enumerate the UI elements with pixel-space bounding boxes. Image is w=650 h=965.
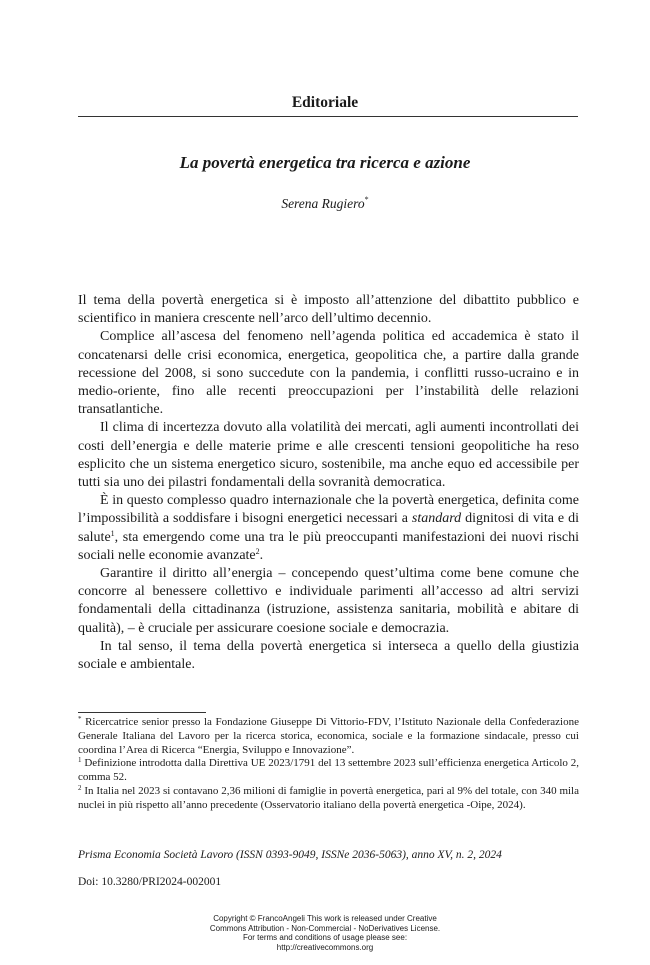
journal-citation: Prisma Economia Società Lavoro (ISSN 0393-9049, ISSNe 2036-5063), anno XV, n. 2, 2024 (78, 849, 502, 861)
article-body (78, 292, 579, 674)
doi: Doi: 10.3280/PRI2024-002001 (78, 876, 222, 888)
section-header: Editoriale (291, 94, 359, 111)
paragraph-3: Il clima di incertezza dovuto alla volatilità dei mercati, agli aumenti incontrollati dei costi dell’energia e delle materie prime e alle crescenti tensioni geopolitiche ha reso esplicito che un sistema energetico sicuro, sostenibile, ma anche equo ed accessibile per tutti sia uno dei pilastri fondamentali della sovranità democratica. (78, 420, 579, 491)
footnote-mark: 1 (78, 756, 82, 765)
footnote-text: Ricercatrice senior presso la Fondazione Giuseppe Di Vittorio-FDV, l’Istituto Nazionale della Confederazione Generale Italiana del Lavoro per la ricerca storica, economica, sociale e la formazione sindacale, presso cui coordina l’Area di Ricerca “Energia, Sviluppo e Innovazione”. (78, 716, 579, 756)
footnote-ref-1: 1 (110, 528, 115, 538)
copyright-notice (0, 914, 650, 952)
footnote-author (78, 716, 579, 757)
paragraph-4-text-d: . (259, 547, 264, 563)
footnote-mark: * (78, 715, 82, 723)
footnote-2 (78, 785, 579, 813)
article-title: La povertà energetica tra ricerca e azione (179, 153, 471, 172)
paragraph-4-text-b: dignitosi di vita e di salute (78, 511, 579, 545)
footnote-rule (78, 712, 206, 713)
paragraph-6: In tal senso, il tema della povertà energetica si interseca a quello della giustizia sociale e ambientale. (78, 638, 579, 673)
footnote-1 (78, 757, 579, 785)
copyright-line: Copyright © FrancoAngeli This work is released under Creative (213, 914, 437, 923)
paragraph-2: Complice all’ascesa del fenomeno nell’agenda politica ed accademica è stato il concatenarsi delle crisi economica, energetica, geopolitica che, a partire dalla grande recessione del 2008, si sono succedute con la pandemia, i conflitti russo-ucraino e in medio-oriente, fino alle recenti preoccupazioni per l’instabilità delle relazioni transatlantiche. (78, 329, 579, 418)
paragraph-1: Il tema della povertà energetica si è imposto all’attenzione del dibattito pubblico e scientifico in maniera crescente nell’arco dell’ultimo decennio. (78, 293, 579, 327)
paragraph-4-text-c: , sta emergendo come una tra le più preoccupanti manifestazioni dei nuovi rischi sociali nelle economie avanzate (78, 529, 579, 563)
author-line (0, 195, 650, 212)
author-footnote-mark: * (364, 195, 369, 204)
paragraph-4-text-a: È in questo complesso quadro internazionale che la povertà energetica, definita come l’impossibilità a soddisfare i bisogni energetici necessari a (78, 493, 579, 527)
footnote-text: Definizione introdotta dalla Direttiva UE 2023/1791 del 13 settembre 2023 sull’efficienza energetica Articolo 2, comma 52. (78, 757, 579, 784)
header-rule (78, 116, 578, 117)
footnotes (78, 716, 579, 813)
copyright-link[interactable]: http://creativecommons.org (276, 942, 374, 952)
footnote-ref-2: 2 (255, 546, 260, 556)
copyright-line: For terms and conditions of usage please see: (242, 933, 408, 942)
copyright-line: Commons Attribution - Non-Commercial - NoDerivatives License. (209, 923, 441, 933)
author-name: Serena Rugiero (281, 196, 365, 211)
paragraph-4 (78, 492, 579, 565)
footnote-text: In Italia nel 2023 si contavano 2,36 milioni di famiglie in povertà energetica, pari al 9% del totale, con 340 mila nuclei in più rispetto all’anno precedente (Osservatorio italiano della povertà energetica -Oipe, 2024). (78, 784, 579, 811)
footnote-mark: 2 (78, 783, 82, 792)
paragraph-4-emphasis: standard (411, 511, 462, 527)
paragraph-5: Garantire il diritto all’energia – concependo quest’ultima come bene comune che concorre al benessere collettivo e individuale parimenti all’accesso ad altri servizi fondamentali della cittadinanza (istruzione, assistenza sanitaria, mobilità e abitare di qualità), – è cruciale per assicurare coesione sociale e democrazia. (78, 566, 579, 636)
